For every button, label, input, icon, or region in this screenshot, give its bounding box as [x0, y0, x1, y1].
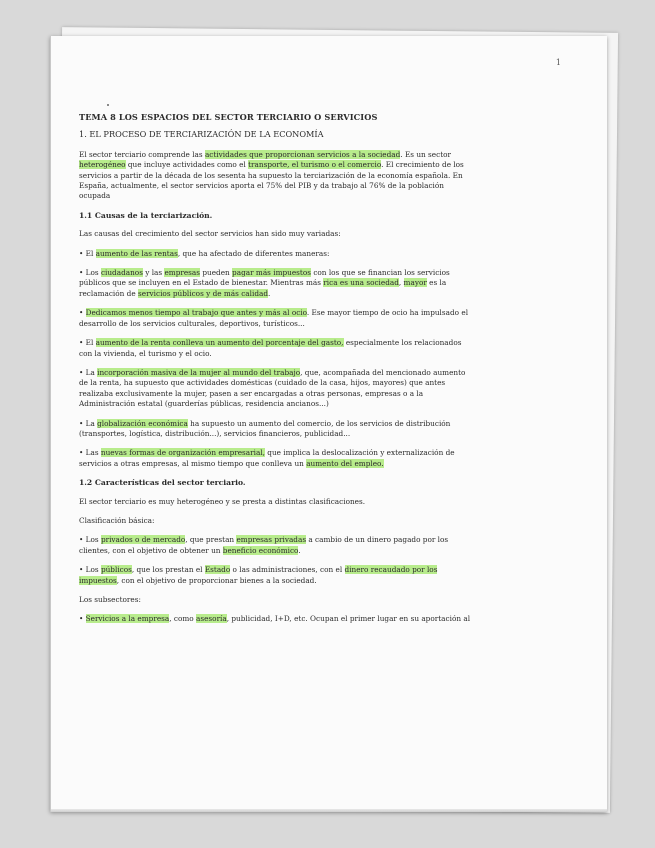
section-heading-1-2: 1.2 Características del sector terciario. — [79, 478, 246, 488]
cause-item: • El aumento de las rentas, que ha afectado de diferentes maneras: — [79, 248, 330, 258]
basic-classification-label: Clasificación básica: — [79, 515, 155, 525]
cause-item: • La globalización económica ha supuesto un aumento del comercio, de los servicios de distribución (transportes, logística, distribución...), servicios financieros, publicidad... — [79, 418, 451, 438]
subsector-item: • Servicios a la empresa, como asesoría, publicidad, I+D, etc. Ocupan el primer lugar en su aportación al — [79, 614, 471, 624]
classification-item: • Los públicos, que los prestan el Estado o las administraciones, con el dinero recaudado por los impuestos, con el objetivo de proporcionar bienes a la sociedad. — [79, 565, 438, 585]
characteristics-intro: El sector terciario es muy heterogéneo y se presta a distintas clasificaciones. — [79, 496, 366, 506]
document-title: TEMA 8 LOS ESPACIOS DEL SECTOR TERCIARIO O SERVICIOS — [79, 112, 378, 122]
scan-speck — [107, 104, 109, 106]
cause-item: • Las nuevas formas de organización empresarial, que implica la deslocalización y externalización de servicios a otras empresas, al mismo tiempo que conlleva un aumento del empleo. — [79, 448, 455, 468]
subsectors-label: Los subsectores: — [79, 595, 141, 604]
section-heading-1: 1. EL PROCESO DE TERCIARIZACIÓN DE LA ECONOMÍA — [79, 129, 324, 140]
cause-item: • El aumento de la renta conlleva un aumento del porcentaje del gasto, especialmente los relacionados con la vivienda, el turismo y el ocio. — [79, 338, 462, 358]
intro-paragraph: El sector terciario comprende las actividades que proporcionan servicios a la sociedad. Es un sector heterogéneo que incluye actividades como el transporte, el turismo o el comercio. El crecimiento de los servicios a partir de la década de los sesenta ha supuesto la terciarización de la economía española. En España, actualmente, el sector servicios aporta el 75% del PIB y da trabajo al 76% de la población ocupada — [79, 149, 464, 201]
classification-item: • Los privados o de mercado, que prestan empresas privadas a cambio de un dinero pagado por los clientes, con el objetivo de obtener un beneficio económico. — [79, 535, 449, 555]
cause-item: • La incorporación masiva de la mujer al mundo del trabajo, que, acompañada del mencionado aumento de la renta, ha supuesto que actividades domésticas (cuidado de la casa, hijos, mayores) que antes realizaba exclusivamente la mujer, pasen a ser encargadas a otras personas, empresas o a la Administración estatal (guarderías públicas, residencia ancianos...) — [79, 367, 466, 409]
cause-item: • Dedicamos menos tiempo al trabajo que antes y más al ocio. Ese mayor tiempo de ocio ha impulsado el desarrollo de los servicios culturales, deportivos, turísticos... — [79, 308, 469, 328]
cause-item: • Los ciudadanos y las empresas pueden pagar más impuestos con los que se financian los servicios públicos que se incluyen en el Estado de bienestar. Mientras más rica es una sociedad, mayor es la reclamación de servicios públicos y de más calidad. — [79, 268, 450, 298]
section-heading-1-1: 1.1 Causas de la terciarización. — [79, 210, 213, 220]
causes-intro: Las causas del crecimiento del sector servicios han sido muy variadas: — [79, 229, 341, 239]
page-edge — [51, 809, 607, 812]
page-number: 1 — [555, 58, 561, 67]
document-body — [79, 112, 471, 634]
